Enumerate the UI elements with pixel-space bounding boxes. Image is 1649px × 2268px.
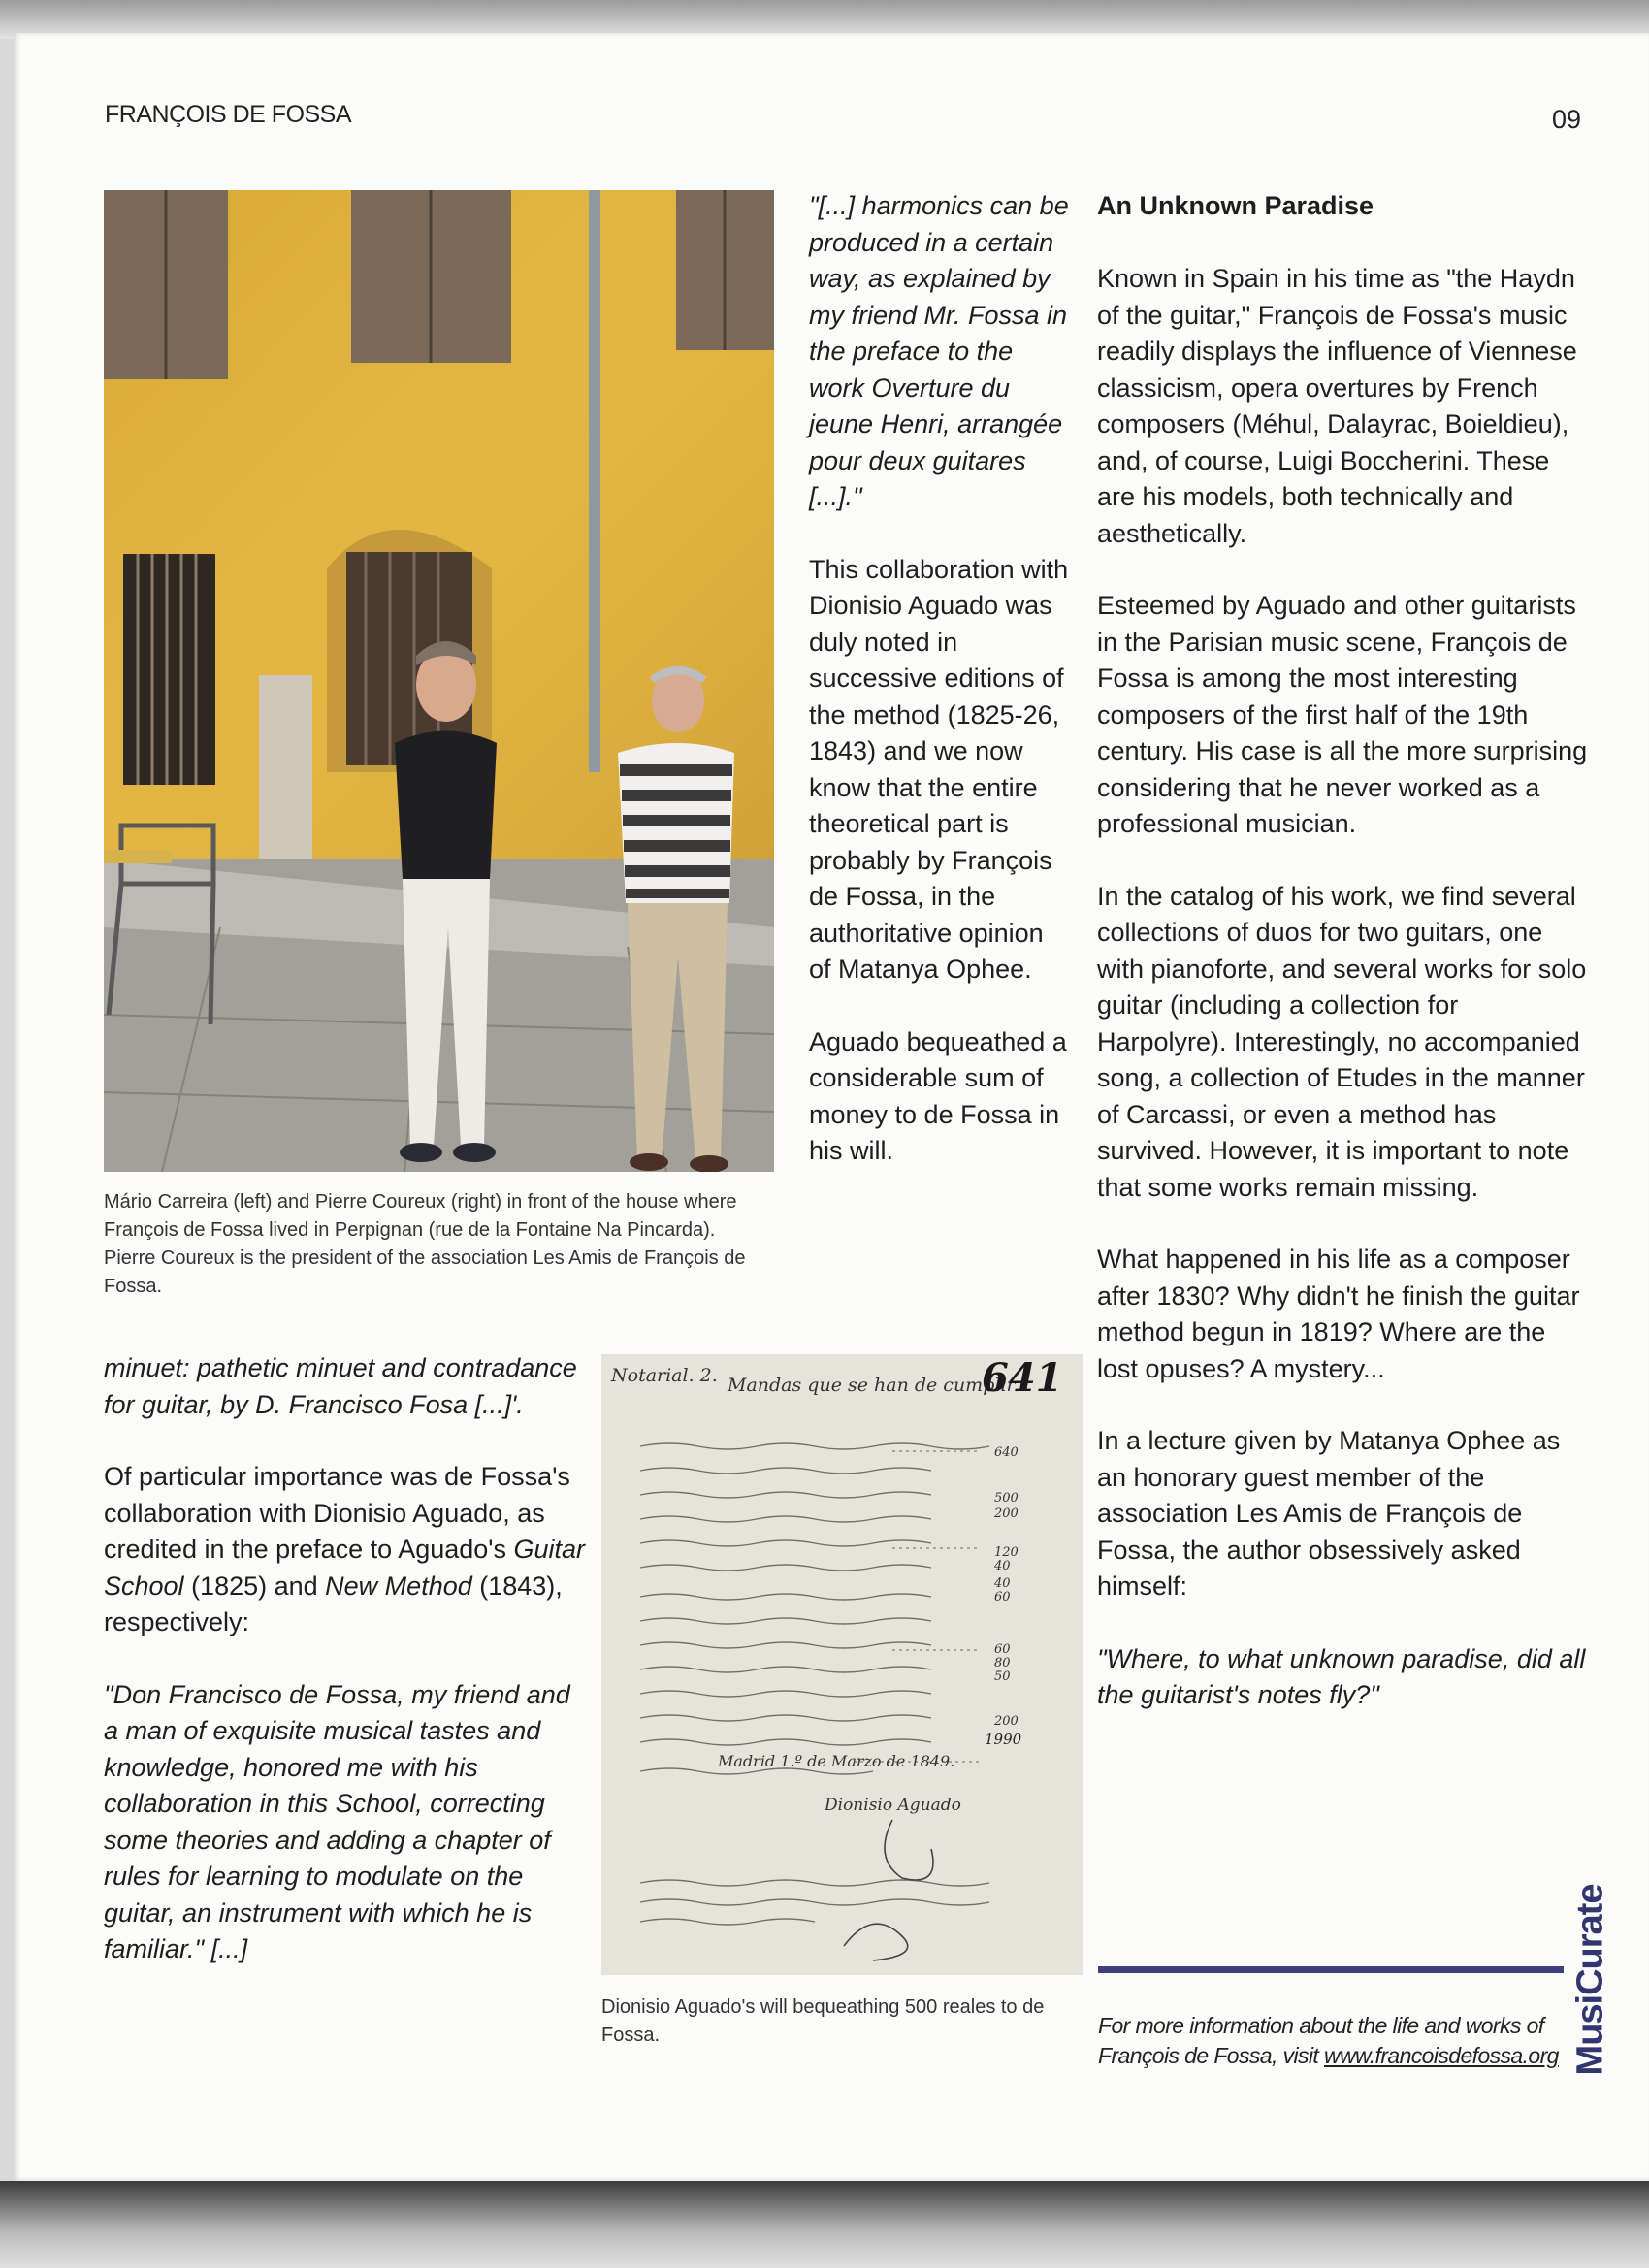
ms-number: 641	[982, 1355, 1063, 1401]
text-run: (1843), respectively:	[104, 1571, 563, 1636]
ms-amount-4: 120	[994, 1545, 1018, 1560]
running-header: FRANÇOIS DE FOSSA	[105, 101, 352, 128]
ms-title: Notarial. 2.	[611, 1365, 718, 1386]
manuscript-caption: Dionisio Aguado's will bequeathing 500 reales to de Fossa.	[601, 1996, 1045, 2046]
section-heading: An Unknown Paradise	[1097, 191, 1374, 220]
middle-column	[809, 188, 1071, 1206]
brand-wordmark: MusiCurate	[1569, 1884, 1611, 2075]
text-run: Of particular importance was de Fossa's collaboration with Dionisio Aguado, as credited in the preface to Aguado's	[104, 1462, 570, 1564]
brand-logo	[1562, 1875, 1620, 2084]
paragraph-mystery: What happened in his life as a composer after 1830? Why didn't he finish the guitar method begun in 1819? Where are the lost opuses? A mystery...	[1097, 1245, 1580, 1383]
left-column-bottom	[104, 1350, 589, 2004]
ms-amount-6: 40	[994, 1576, 1011, 1591]
ms-amount-5: 40	[994, 1559, 1011, 1573]
ms-date: Madrid 1.º de Marzo de 1849.	[718, 1752, 955, 1770]
manuscript-image	[601, 1354, 1083, 1975]
paragraph-esteemed: Esteemed by Aguado and other guitarists in the Parisian music scene, François de Fossa is among the most interesting composers of the first half of the 19th century. His case is all the more surprising considering that he never worked as a professional musician.	[1097, 591, 1588, 838]
ms-amount-9: 80	[994, 1656, 1011, 1670]
ms-amount-2: 500	[994, 1491, 1018, 1506]
title-new-method: New Method	[325, 1571, 472, 1601]
quote-paradise: "Where, to what unknown paradise, did all the guitarist's notes fly?"	[1097, 1643, 1586, 1709]
website-link[interactable]: www.francoisdefossa.org	[1323, 2043, 1559, 2068]
quote-harmonics: "[...] harmonics can be produced in a certain way, as explained by my friend Mr. Fossa in the preface to the work Overture du jeune Henri, arrangée pour deux guitares [...]."	[809, 191, 1069, 511]
magazine-page	[14, 33, 1649, 2181]
paragraph-haydn: Known in Spain in his time as "the Haydn of the guitar," François de Fossa's music readily displays the influence of Viennese classicism, opera overtures by French composers (Méhul, Dalayrac, Boieldieu), and, of course, Luigi Boccherini. These are his models, both technically and aesthetically.	[1097, 264, 1577, 548]
quote-minuet: minuet: pathetic minuet and contradance for guitar, by D. Francisco Fosa [...]'.	[104, 1353, 577, 1419]
quote-aguado: "Don Francisco de Fossa, my friend and a man of exquisite musical tastes and knowledge, honored me with his collaboration in this School, correcting some theories and adding a chapter of rules for learning to modulate on the guitar, an instrument with which he is familiar." [...]	[104, 1679, 570, 1963]
footer-note-text: For more information about the life and works of François de Fossa, visit	[1098, 2013, 1544, 2068]
manuscript-illustration	[601, 1354, 1083, 1975]
page-number: 09	[1551, 105, 1581, 134]
ms-amount-10: 50	[994, 1669, 1011, 1684]
paragraph-bequest: Aguado bequeathed a considerable sum of money to de Fossa in his will.	[809, 1026, 1067, 1165]
ms-signature: Dionisio Aguado	[824, 1796, 961, 1815]
scan-edge-bottom	[0, 2181, 1649, 2268]
paragraph-collaboration: This collaboration with Dionisio Aguado was duly noted in successive editions of the method (1825-26, 1843) and we now know that the entire theoretical part is probably by François de Fossa, in the authoritative opinion of Matanya Ophee.	[809, 554, 1069, 984]
paragraph-catalog: In the catalog of his work, we find several collections of duos for two guitars, one with pianoforte, and several works for solo guitar (including a collection for Harpolyre). Interestingly, no accompanied song, a collection of Etudes in the manner of Carcassi, or even a method has survived. However, it is important to note that some works remain missing.	[1097, 881, 1587, 1202]
ms-amount-8: 60	[994, 1642, 1011, 1657]
ms-amount-7: 60	[994, 1590, 1011, 1604]
paragraph-importance	[104, 1459, 589, 1641]
paragraph-lecture: In a lecture given by Matanya Ophee as an honorary guest member of the association Les Amis de François de Fossa, the author obsessively asked himself:	[1097, 1426, 1561, 1601]
photo-caption: Mário Carreira (left) and Pierre Coureux (right) in front of the house where François de Fossa lived in Perpignan (rue de la Fontaine Na Pincarda). Pierre Coureux is the president of the association Les Amis de François de Fossa.	[104, 1191, 746, 1297]
ms-amount-1: 640	[994, 1445, 1018, 1460]
footer-rule	[1098, 1966, 1564, 1973]
title-guitar-school: Guitar School	[104, 1535, 585, 1601]
ms-amount-11: 200	[994, 1714, 1018, 1729]
right-column	[1097, 188, 1592, 1750]
photo-house	[104, 190, 774, 1172]
ms-amount-total: 1990	[985, 1731, 1022, 1748]
ms-heading: Mandas que se han de cumplir.	[728, 1375, 1019, 1396]
house-photo-illustration	[104, 190, 774, 1172]
ms-amount-3: 200	[994, 1507, 1018, 1521]
footer-note	[1098, 2011, 1583, 2071]
text-run: (1825) and	[183, 1571, 326, 1601]
